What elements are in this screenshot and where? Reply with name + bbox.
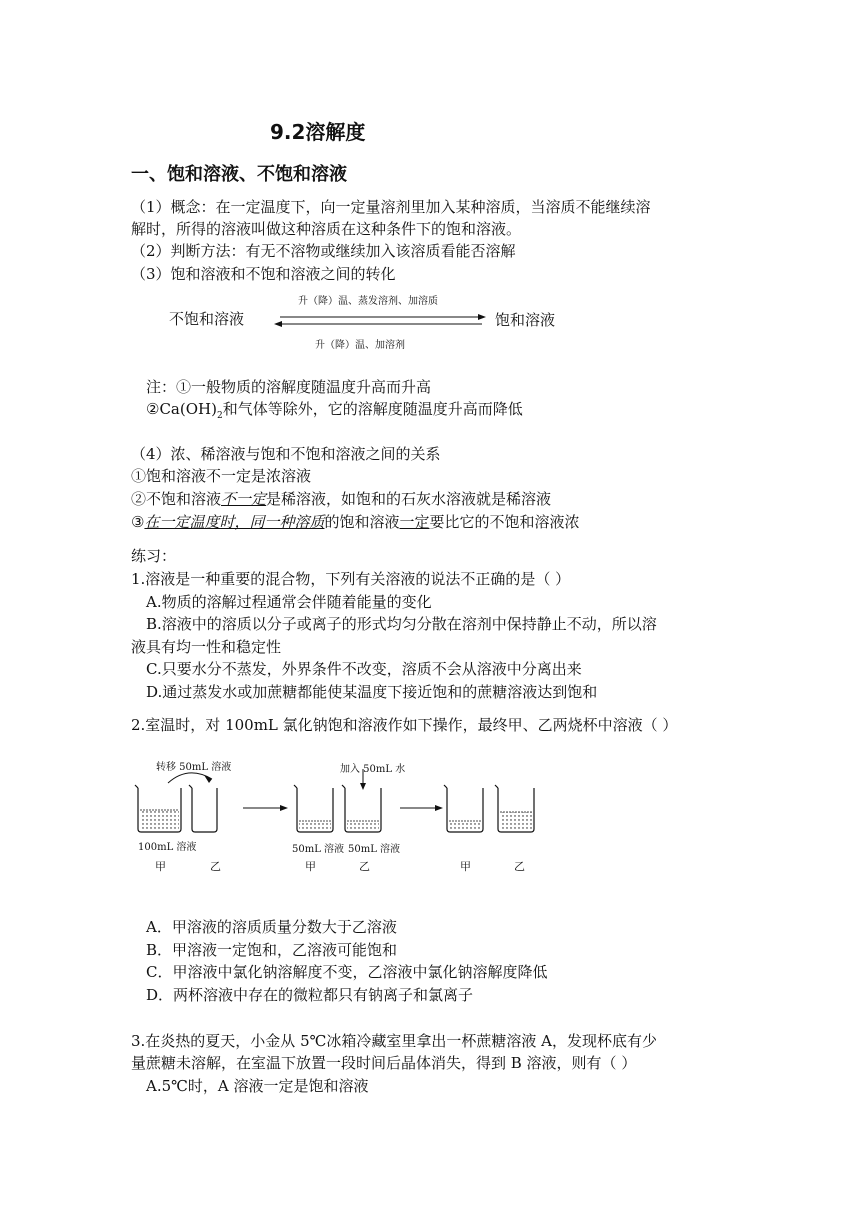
unsaturated-label: 不饱和溶液 — [169, 310, 245, 328]
volume-100-label: 100mL 溶液 — [138, 842, 197, 853]
beaker-jia-1: 甲 — [155, 860, 166, 873]
q1-option-c: C.只要水分不蒸发，外界条件不改变，溶质不会从溶液中分离出来 — [146, 660, 582, 678]
q2-option-c: C．甲溶液中氯化钠溶解度不变，乙溶液中氯化钠溶解度降低 — [146, 963, 548, 981]
relation-3: ③在一定温度时，同一种溶质的饱和溶液一定要比它的不饱和溶液浓 — [131, 513, 580, 531]
beaker-jia-2: 甲 — [305, 860, 316, 873]
note-1: 注：①一般物质的溶解度随温度升高而升高 — [146, 378, 432, 396]
concept-line-1: （1）概念：在一定温度下，向一定量溶剂里加入某种溶质，当溶质不能继续溶 — [131, 198, 651, 216]
q2-option-d: D．两杯溶液中存在的微粒都只有钠离子和氯离子 — [146, 986, 474, 1004]
beaker-jia-3: 甲 — [460, 860, 471, 873]
relation-1: ①饱和溶液不一定是浓溶液 — [131, 467, 312, 485]
page-title: 9.2溶解度 — [270, 120, 366, 144]
saturated-label: 饱和溶液 — [495, 311, 556, 329]
forward-condition: 升（降）温、蒸发溶剂、加溶质 — [298, 296, 438, 307]
volume-50-b-label: 50mL 溶液 — [348, 844, 401, 855]
q1-option-a: A.物质的溶解过程通常会伴随着能量的变化 — [146, 593, 432, 611]
q1-option-b-line1: B.溶液中的溶质以分子或离子的形式均匀分散在溶剂中保持静止不动，所以溶 — [146, 615, 657, 633]
conversion-arrows — [270, 310, 490, 330]
q2-option-b: B．甲溶液一定饱和，乙溶液可能饱和 — [146, 941, 398, 959]
q2-option-a: A．甲溶液的溶质质量分数大于乙溶液 — [146, 918, 397, 936]
section-heading: 一、饱和溶液、不饱和溶液 — [131, 164, 347, 185]
q1-option-b-line2: 液具有均一性和稳定性 — [131, 638, 282, 656]
relation-heading: （4）浓、稀溶液与饱和不饱和溶液之间的关系 — [131, 445, 441, 463]
q3-stem-line2: 量蔗糖未溶解，在室温下放置一段时间后晶体消失，得到 B 溶液，则有（ ） — [131, 1054, 637, 1072]
q1-option-d: D.通过蒸发水或加蔗糖都能使某温度下接近饱和的蔗糖溶液达到饱和 — [146, 683, 598, 701]
beaker-yi-3: 乙 — [514, 860, 525, 873]
q3-stem-line1: 3.在炎热的夏天，小金从 5℃冰箱冷藏室里拿出一杯蔗糖溶液 A，发现杯底有少 — [131, 1032, 658, 1050]
relation-2: ②不饱和溶液不一定是稀溶液，如饱和的石灰水溶液就是稀溶液 — [131, 490, 552, 508]
note-2: $②Ca(OH)_2$和气体等除外，它的溶解度随温度升高而降低 — [146, 400, 523, 421]
judge-method: （2）判断方法：有无不溶物或继续加入该溶质看能否溶解 — [131, 242, 516, 260]
q3-option-a: A.5℃时，A 溶液一定是饱和溶液 — [146, 1077, 369, 1095]
reverse-condition: 升（降）温、加溶剂 — [315, 340, 405, 351]
q2-stem: 2.室温时，对 100mL 氯化钠饱和溶液作如下操作，最终甲、乙两烧杯中溶液（ ） — [131, 716, 678, 734]
q1-stem: 1.溶液是一种重要的混合物，下列有关溶液的说法不正确的是（ ） — [131, 570, 571, 588]
transfer-label: 转移 50mL 溶液 — [156, 762, 232, 773]
conversion-heading: （3）饱和溶液和不饱和溶液之间的转化 — [131, 265, 396, 283]
add-water-label: 加入 50mL 水 — [340, 764, 406, 775]
concept-line-2: 解时，所得的溶液叫做这种溶质在这种条件下的饱和溶液。 — [131, 220, 522, 238]
volume-50-a-label: 50mL 溶液 — [292, 844, 345, 855]
beaker-yi-1: 乙 — [210, 860, 221, 873]
beaker-yi-2: 乙 — [359, 860, 370, 873]
practice-heading: 练习： — [131, 547, 177, 565]
